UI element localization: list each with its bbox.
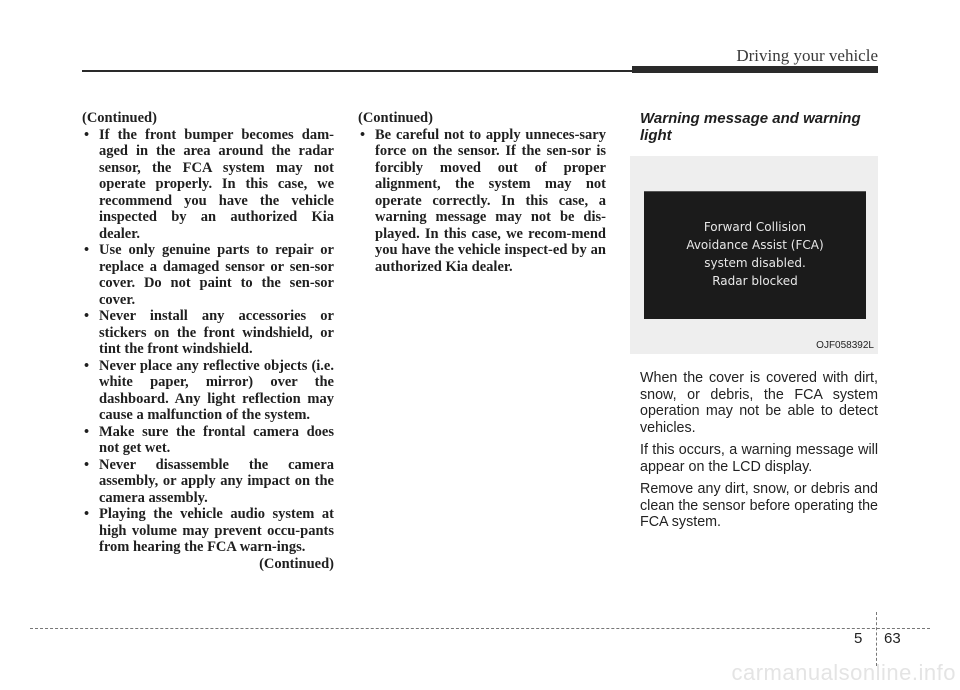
list-item: • Never install any accessories or stickers on the front windshield, or tint the front windshield. [82, 308, 334, 358]
list-item: • Never disassemble the camera assembly, or apply any impact on the camera assembly. [82, 457, 334, 507]
paragraph: Remove any dirt, snow, or debris and clean the sensor before operating the FCA system. [640, 481, 878, 530]
header-title: Driving your vehicle [736, 46, 878, 65]
figure-code: OJF058392L [816, 340, 874, 351]
list-item: • Never place any reflective objects (i.e. white paper, mirror) over the dashboard. Any light reflection may cause a malfunction of the system. [82, 358, 334, 424]
lcd-display [644, 191, 866, 319]
paragraph: When the cover is covered with dirt, snow, or debris, the FCA system operation may not be able to detect vehicles. [640, 370, 878, 436]
lcd-message [644, 218, 866, 290]
continued-label-top: (Continued) [358, 110, 433, 126]
list-item: • Make sure the frontal camera does not get wet. [82, 424, 334, 457]
paragraph: If this occurs, a warning message will appear on the LCD display. [640, 442, 878, 475]
continued-label-top: (Continued) [82, 110, 157, 126]
page-divider [876, 612, 877, 666]
caution-list-2 [358, 127, 606, 276]
list-item: • Be careful not to apply unneces-sary force on the sensor. If the sen-sor is forcibly moved out of proper alignment, the system may not operate correctly. In this case, a warning message may not be dis-played. In this case, we recom-mend you have the vehicle inspect-ed by an authorized Kia dealer. [358, 127, 606, 276]
column-3 [640, 110, 878, 537]
caution-list-1 [82, 127, 334, 556]
section-title: Warning message and warning light [640, 110, 861, 144]
header-rule-thin [82, 70, 632, 72]
lcd-line: Forward Collision [703, 220, 807, 234]
list-item: • Playing the vehicle audio system at high volume may prevent occu-pants from hearing the FCA warn-ings. [82, 506, 334, 556]
list-item: • If the front bumper becomes dam-aged in the area around the radar sensor, the FCA system may not operate properly. In this case, we recommend you have the vehicle inspected by an authorized Kia dealer. [82, 127, 334, 243]
column-2 [358, 110, 606, 275]
list-item: • Use only genuine parts to repair or replace a damaged sensor or sen-sor cover. Do not paint to the sen-sor cover. [82, 242, 334, 308]
page-number: 63 [884, 630, 901, 647]
column-1 [82, 110, 334, 572]
lcd-line: system disabled. [704, 256, 806, 270]
footer-rule [30, 628, 930, 629]
lcd-line: Avoidance Assist (FCA) [686, 238, 824, 252]
lcd-figure [630, 156, 878, 354]
watermark: carmanualsonline.info [731, 660, 956, 685]
lcd-line: Radar blocked [712, 274, 798, 288]
section-number: 5 [854, 630, 863, 647]
header-rule-thick [632, 66, 878, 73]
continued-label-bottom: (Continued) [259, 555, 334, 572]
